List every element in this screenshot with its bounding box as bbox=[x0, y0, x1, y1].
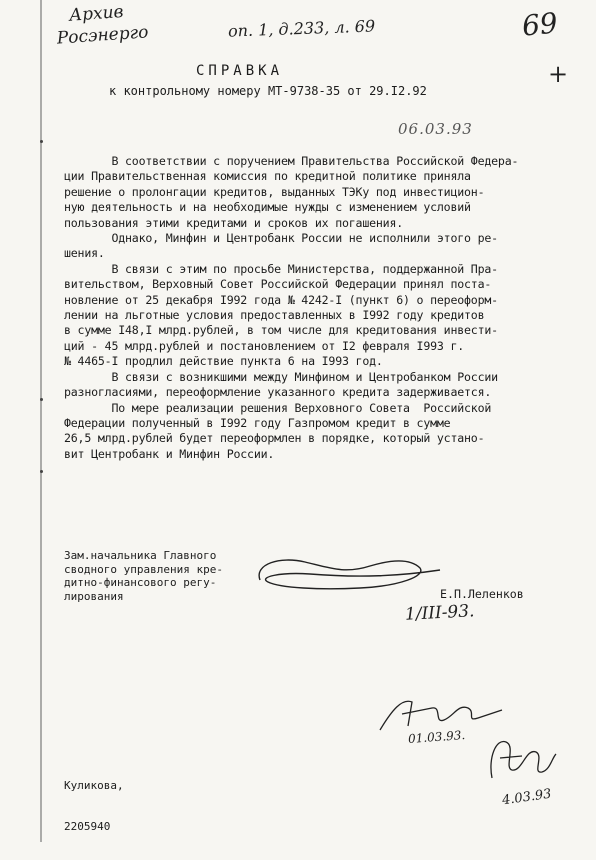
handwritten-signature bbox=[250, 552, 450, 602]
margin-mark bbox=[40, 140, 43, 143]
paragraph: По мере реализации решения Верховного Совета Российской Федерации полученный в I992 году Газпромом кредит в сумме 26,5 млрд.рублей будет переоформлен в порядке, который устано- вит Центробанк и Минфин России. bbox=[64, 400, 492, 461]
document-body bbox=[64, 154, 534, 462]
second-resolution-date: 4.03.93 bbox=[501, 786, 553, 809]
page-number: 69 bbox=[520, 6, 560, 43]
document-subtitle: к контрольному номеру МТ-9738-35 от 29.I2.92 bbox=[109, 84, 427, 98]
paragraph: В связи с возникшими между Минфином и Центробанком России разногласиями, переоформление указанного кредита задерживается. bbox=[64, 369, 498, 400]
plus-mark: + bbox=[548, 60, 569, 88]
margin-mark bbox=[40, 470, 43, 473]
second-resolution-signature bbox=[482, 728, 562, 788]
paragraph: В соответствии с поручением Правительства Российской Федера- ции Правительственная комиссия по кредитной политике приняла решение о пролонгации кредитов, выданных ТЭКу под инвестицион- ную деятельность и на необходимые нужды с изменением условий пользования этими кредитами и сроков их погашения. bbox=[64, 154, 519, 230]
received-date: 06.03.93 bbox=[398, 120, 473, 138]
document-title: СПРАВКА bbox=[196, 63, 284, 79]
margin-fold-line bbox=[40, 0, 42, 842]
executor-block bbox=[64, 752, 124, 860]
archive-stamp-line2: Росэнерго bbox=[56, 22, 150, 49]
executor-phone: 2205940 bbox=[64, 819, 111, 833]
signatory-name: Е.П.Леленков bbox=[440, 587, 524, 601]
signatory-title: Зам.начальника Главного сводного управления кре- дитно-финансового регу- лирования bbox=[64, 549, 223, 603]
resolution-date: 01.03.93. bbox=[407, 728, 466, 746]
executor-name: Куликова, bbox=[64, 779, 124, 792]
paragraph: Однако, Минфин и Центробанк России не исполнили этого ре- шения. bbox=[64, 231, 498, 261]
paragraph: В связи с этим по просьбе Министерства, поддержанной Пра- вительством, Верховный Совет Российской Федерации принял поста- новление от 25 декабря I992 года № 4242-I (пункт 6) о переоформ- лении на льготные условия предоставленных в I992 году кредитов в сумме I48,I млрд.рублей, в том числе для кредитования инвести- ций - 45 млрд.рублей и постановлением от I2 февраля I993 г. № 4465-I продлил действие пункта 6 на I993 год. bbox=[64, 261, 498, 369]
archive-reference: оп. 1, д.233, л. 69 bbox=[227, 16, 376, 41]
signature-date: 1/III-93. bbox=[404, 601, 475, 625]
archive-stamp-line1: Архив bbox=[68, 1, 125, 26]
margin-mark bbox=[40, 398, 43, 401]
archive-stamp bbox=[56, 0, 150, 49]
